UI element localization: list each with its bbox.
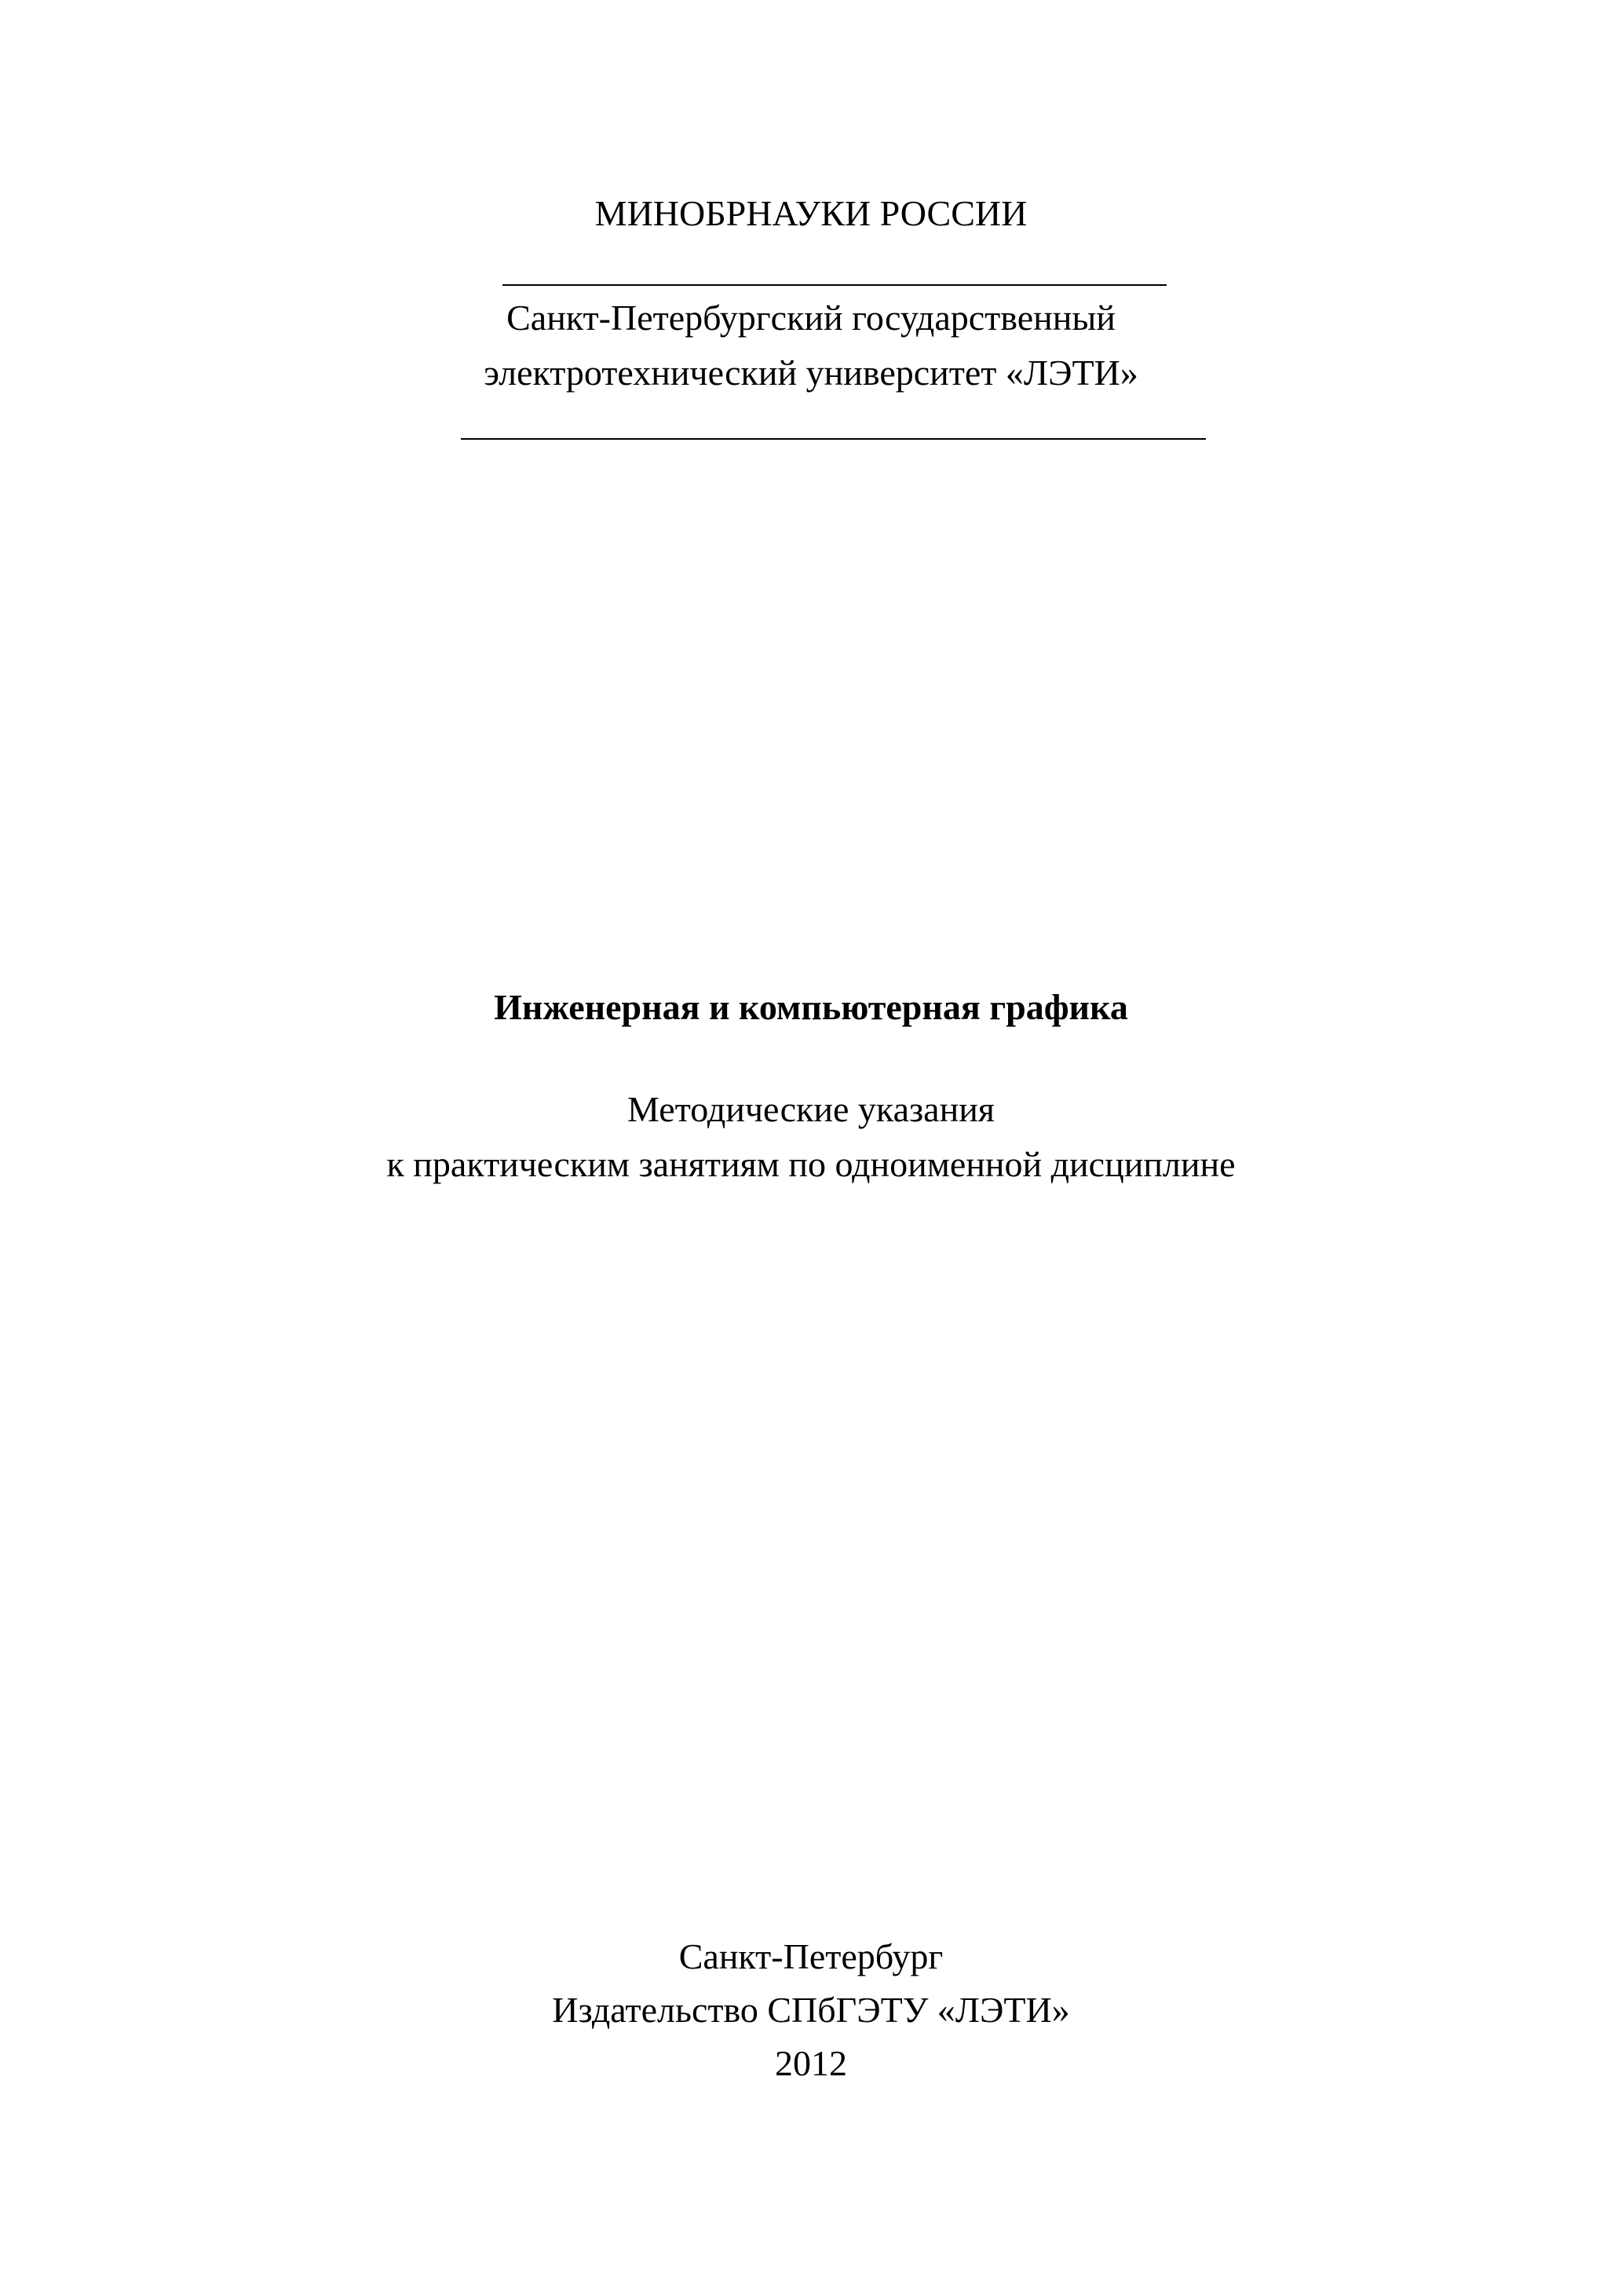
publication-year: 2012 (775, 2043, 847, 2083)
publisher-name: Издательство СПбГЭТУ «ЛЭТИ» (552, 1990, 1070, 2030)
header-divider-bottom (461, 438, 1206, 440)
document-subtitle-line-1: Методические указания (627, 1089, 995, 1129)
university-name-line-1: Санкт-Петербургский государственный (506, 298, 1116, 338)
publication-city: Санкт-Петербург (678, 1936, 944, 1976)
ministry-name: МИНОБРНАУКИ РОССИИ (594, 193, 1028, 233)
document-title: Инженерная и компьютерная графика (494, 987, 1128, 1027)
header-divider-top (502, 284, 1167, 286)
document-subtitle-line-2: к практическим занятиям по одноименной дисциплине (386, 1144, 1236, 1184)
university-name-line-2: электротехнический университет «ЛЭТИ» (484, 353, 1138, 393)
